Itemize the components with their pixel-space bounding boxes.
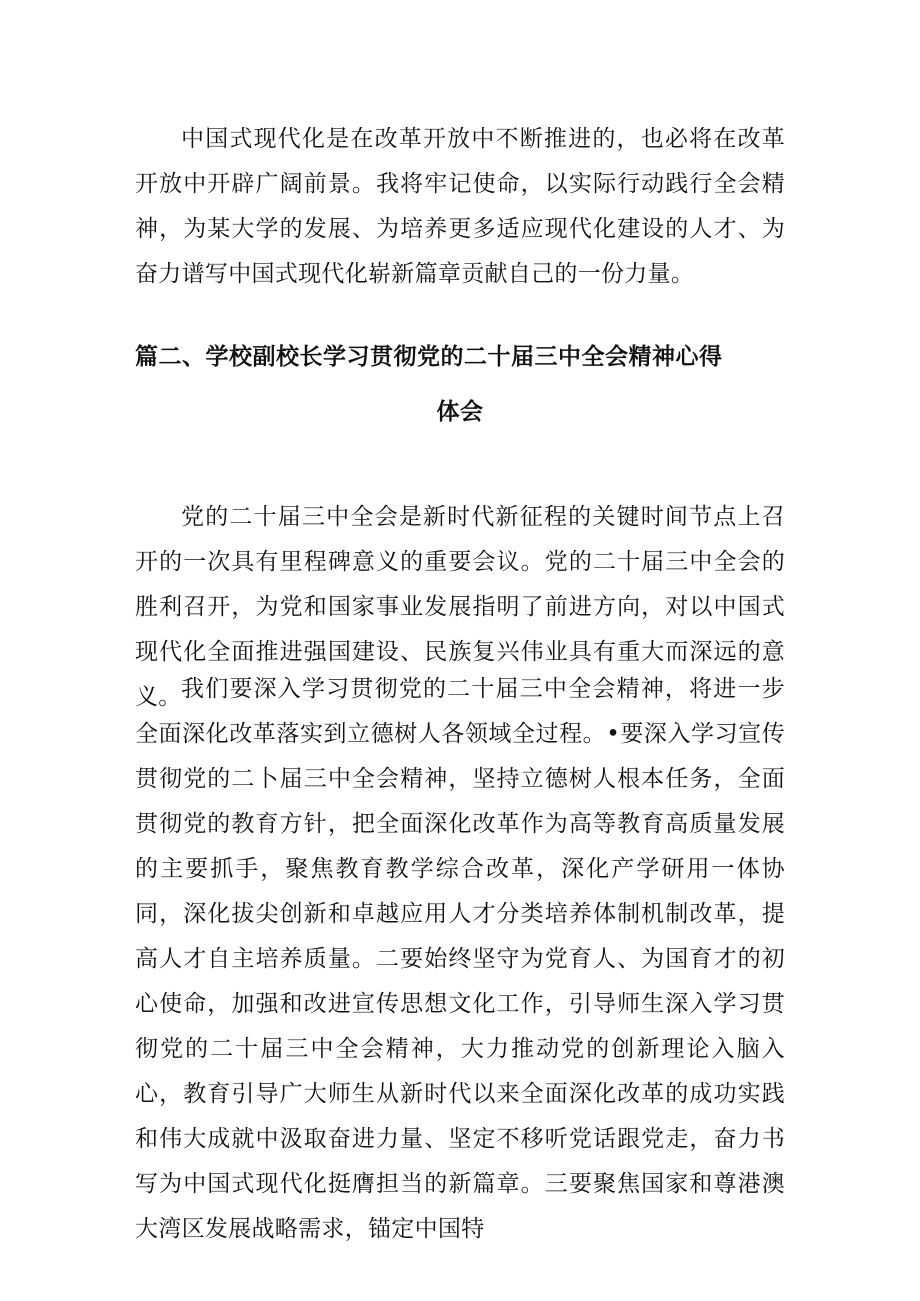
body-paragraph-1: 党的二十届三中全会是新时代新征程的关键时间节点上召开的一次具有里程碑意义的重要会议。党的二十届三中全会的胜利召开，为党和国家事业发展指明了前进方向，对以中国式现代化全面推进强国建设、民族复兴伟业具有重大而深远的意义。	[135, 504, 785, 710]
intro-paragraph: 中国式现代化是在改革开放中不断推进的，也必将在改革开放中开辟广阔前景。我将牢记使命，以实际行动践行全会精神，为某大学的发展、为培养更多适应现代化建设的人才、为奋力谱写中国式现代化崭新篇章贡献自己的一份力量。	[135, 126, 785, 287]
section-title-line-1: 篇二、学校副校长学习贯彻党的二十届三中全会精神心得	[135, 344, 723, 370]
section-title	[135, 330, 785, 440]
body-paragraph-2: 我们要深入学习贯彻党的二十届三中全会精神，将进一步全面深化改革落实到立德树人各领域全过程。•要深入学习宣传贯彻党的二卜届三中全会精神，坚持立德树人根本任务，全面贯彻党的教育方针，把全面深化改革作为高等教育高质量发展的主要抓手，聚焦教育教学综合改革，深化产学研用一体协同，深化拔尖创新和卓越应用人才分类培养体制机制改革，提高人才自主培养质量。二要始终坚守为党育人、为国育才的初心使命，加强和改进宣传思想文化工作，引导师生深入学习贯彻党的二十届三中全会精神，大力推动党的创新理论入脑入心，教育引导广大师生从新时代以来全面深化改革的成功实践和伟大成就中汲取奋进力量、坚定不移听党话跟党走，奋力书写为中国式现代化挺膺担当的新篇章。三要聚焦国家和尊港澳大湾区发展战略需求，锚定中国特	[135, 676, 785, 1242]
section-title-line-2: 体会	[436, 399, 484, 425]
